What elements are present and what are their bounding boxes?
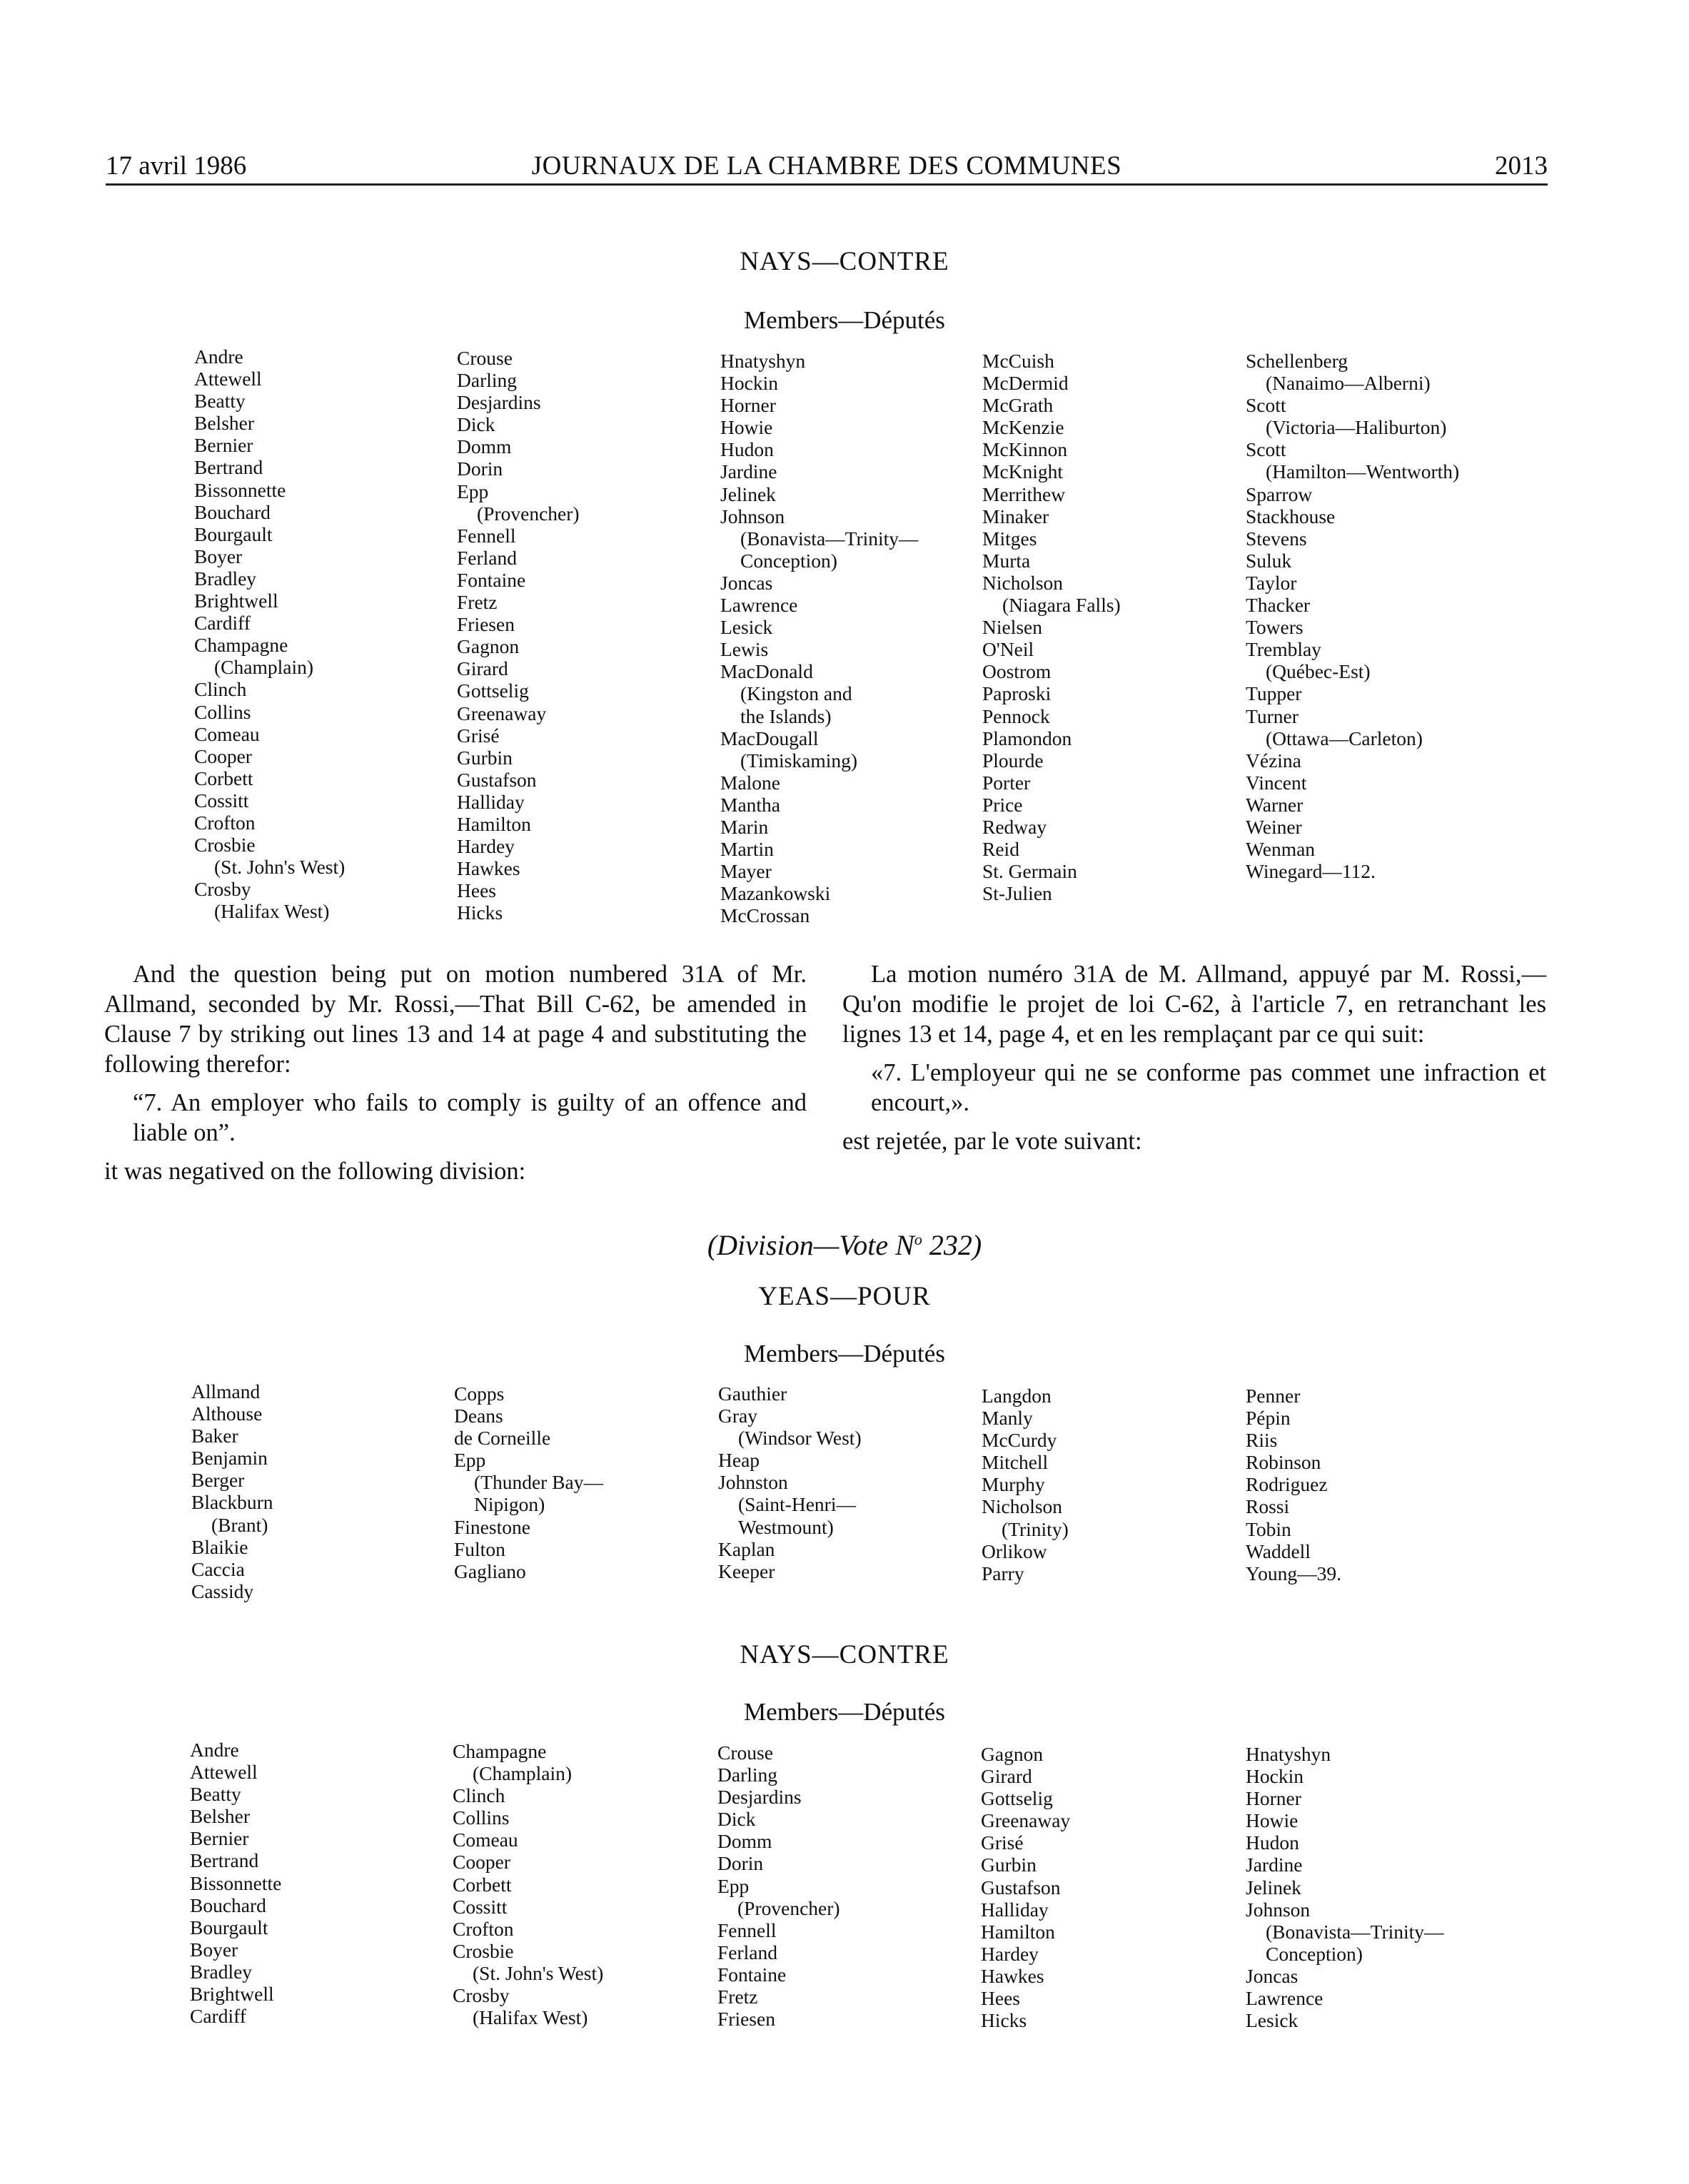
member-name: Wenman <box>1246 838 1316 861</box>
nays2-column-3 <box>717 1741 840 2030</box>
member-name: Clinch <box>194 678 247 701</box>
member-name: Blackburn <box>191 1491 273 1514</box>
member-name: Girard <box>457 657 508 680</box>
member-name: Champagne <box>194 634 288 657</box>
member-name: Jelinek <box>720 482 776 505</box>
member-name: Hardey <box>981 1942 1039 1965</box>
member-name: Vézina <box>1246 749 1301 772</box>
member-name: Thacker <box>1246 594 1311 617</box>
member-name: McCrossan <box>720 904 810 927</box>
member-name: Keeper <box>718 1559 775 1582</box>
member-name: Hamilton <box>457 812 531 835</box>
member-name: Dick <box>717 1808 756 1831</box>
member-name: Hardey <box>457 835 515 858</box>
member-name: Bernier <box>194 434 253 457</box>
yeas-column-1 <box>191 1380 273 1602</box>
member-name: Collins <box>194 700 251 723</box>
member-name: Waddell <box>1246 1540 1311 1562</box>
running-head <box>106 147 1548 186</box>
member-name: Corbett <box>194 767 253 789</box>
header-title: JOURNAUX DE LA CHAMBRE DES COMMUNES <box>531 151 1122 181</box>
member-name: (St. John's West) <box>214 856 346 879</box>
member-name: Attewell <box>194 368 262 390</box>
yeas-column-3 <box>718 1382 862 1582</box>
member-name: Plamondon <box>982 727 1072 749</box>
member-name: Hnatyshyn <box>720 350 806 372</box>
member-name: Beatty <box>194 390 246 413</box>
member-name: Bertrand <box>194 456 263 479</box>
member-name: Althouse <box>191 1402 263 1425</box>
member-name: Andre <box>194 345 243 368</box>
yeas-heading: YEAS—POUR <box>758 1282 931 1311</box>
member-name: Benjamin <box>191 1447 268 1470</box>
division-sup: o <box>914 1230 922 1248</box>
member-name: St. Germain <box>982 860 1077 883</box>
member-name: Bourgault <box>194 522 273 545</box>
member-name: Clinch <box>453 1784 505 1807</box>
member-name: Tupper <box>1246 682 1302 705</box>
member-name: Bradley <box>190 1960 253 1983</box>
member-name: Bouchard <box>190 1894 266 1916</box>
member-name: Gustafson <box>457 768 537 791</box>
member-name: (Champlain) <box>473 1762 572 1785</box>
member-name: Fretz <box>717 1986 758 2008</box>
member-name: Belsher <box>190 1805 251 1828</box>
motion-result-fr: est rejetée, par le vote suivant: <box>842 1128 1142 1155</box>
member-name: de Corneille <box>454 1427 551 1450</box>
member-name: Crofton <box>194 811 256 834</box>
member-name: McCuish <box>982 350 1054 372</box>
member-name: Dorin <box>457 457 503 480</box>
member-name: Conception) <box>740 549 837 572</box>
member-name: Robinson <box>1246 1451 1321 1474</box>
member-name: Mitges <box>982 527 1037 550</box>
member-name: Penner <box>1246 1385 1301 1407</box>
member-name: Langdon <box>982 1385 1052 1407</box>
member-name: Murta <box>982 549 1031 572</box>
member-name: Deans <box>454 1405 503 1427</box>
motion-paragraph-fr: La motion numéro 31A de M. Allmand, appuyé par M. Rossi,—Qu'on modifie le projet de loi C-62, à l'article 7, en retranchant les lignes 13 et 14, page 4, et en les remplaçant par ce qui suit: <box>842 961 1546 1048</box>
member-name: Grisé <box>457 724 500 747</box>
member-name: Brightwell <box>194 590 278 612</box>
member-name: Domm <box>717 1830 772 1853</box>
member-name: Malone <box>720 771 781 794</box>
member-name: (Bonavista—Trinity— <box>1266 1920 1444 1943</box>
member-name: Domm <box>457 435 512 458</box>
member-name: Joncas <box>720 571 773 594</box>
yeas-column-4 <box>982 1385 1069 1584</box>
member-name: Joncas <box>1246 1964 1299 1987</box>
member-name: Stevens <box>1246 527 1307 550</box>
member-name: Heap <box>718 1449 760 1472</box>
nays1-column-5 <box>1246 350 1459 882</box>
motion-quote-fr: «7. L'employeur qui ne se conforme pas commet une infraction et encourt,». <box>871 1059 1546 1116</box>
member-name: Cooper <box>194 744 252 767</box>
member-name: Cardiff <box>194 612 251 635</box>
member-name: Johnson <box>720 505 785 527</box>
yeas-column-2 <box>454 1382 603 1582</box>
member-name: (St. John's West) <box>473 1961 604 1984</box>
member-name: Fennell <box>717 1918 777 1941</box>
nays2-column-4 <box>981 1743 1070 2031</box>
member-name: Vincent <box>1246 771 1307 794</box>
member-name: Lawrence <box>1246 1987 1324 2010</box>
member-name: Oostrom <box>982 660 1052 683</box>
member-name: Riis <box>1246 1429 1278 1452</box>
member-name: Hees <box>457 879 496 902</box>
member-name: Epp <box>457 480 489 502</box>
member-name: Dorin <box>717 1852 764 1875</box>
member-name: Gurbin <box>457 746 513 769</box>
member-name: Mayer <box>720 860 772 883</box>
member-name: (Halifax West) <box>214 900 330 923</box>
member-name: Fontaine <box>717 1963 787 1986</box>
member-name: Conception) <box>1266 1942 1363 1965</box>
member-name: Gauthier <box>718 1382 787 1405</box>
nays1-column-4 <box>982 350 1121 904</box>
member-name: Bouchard <box>194 500 271 523</box>
member-name: (Saint-Henri— <box>738 1493 856 1516</box>
member-name: (Bonavista—Trinity— <box>740 527 919 550</box>
member-name: Hudon <box>720 438 774 461</box>
member-name: Kaplan <box>718 1537 775 1560</box>
motion-text-fr <box>842 959 1546 1156</box>
member-name: Cassidy <box>191 1579 254 1602</box>
nays-heading-2: NAYS—CONTRE <box>740 1640 949 1669</box>
member-name: Finestone <box>454 1515 530 1538</box>
nays2-column-2 <box>453 1740 603 2028</box>
member-name: Darling <box>457 369 518 392</box>
motion-text-en <box>104 959 807 1186</box>
member-name: O'Neil <box>982 638 1034 661</box>
member-name: Mantha <box>720 793 781 816</box>
header-rule <box>106 183 1548 186</box>
member-name: Johnson <box>1246 1898 1311 1921</box>
member-name: Marin <box>720 815 769 838</box>
member-name: Sparrow <box>1246 482 1313 505</box>
member-name: Gagliano <box>454 1559 526 1582</box>
member-name: Greenaway <box>457 702 547 724</box>
member-name: Greenaway <box>981 1809 1071 1832</box>
member-name: Westmount) <box>738 1515 834 1538</box>
member-name: Turner <box>1246 704 1299 727</box>
member-name: Fontaine <box>457 568 526 591</box>
member-name: Bissonnette <box>194 478 286 501</box>
yeas-subheading: Members—Députés <box>744 1340 945 1367</box>
member-name: Pennock <box>982 704 1050 727</box>
member-name: (Hamilton—Wentworth) <box>1266 460 1460 483</box>
member-name: Berger <box>191 1469 245 1492</box>
member-name: Porter <box>982 771 1031 794</box>
member-name: Hnatyshyn <box>1246 1743 1331 1765</box>
member-name: Murphy <box>982 1473 1045 1496</box>
member-name: Allmand <box>191 1380 261 1402</box>
member-name: Hudon <box>1246 1831 1299 1854</box>
member-name: McKnight <box>982 460 1064 483</box>
member-name: Suluk <box>1246 549 1292 572</box>
member-name: (Windsor West) <box>738 1427 862 1450</box>
member-name: Jardine <box>720 460 777 483</box>
member-name: Pépin <box>1246 1407 1291 1430</box>
member-name: Hockin <box>720 372 778 395</box>
page-number: 2013 <box>1495 151 1548 181</box>
member-name: (Provencher) <box>737 1896 840 1919</box>
member-name: Baker <box>191 1425 238 1447</box>
member-name: Desjardins <box>717 1786 802 1809</box>
member-name: Nipigon) <box>474 1493 545 1516</box>
member-name: Warner <box>1246 793 1304 816</box>
member-name: Weiner <box>1246 815 1302 838</box>
member-name: McKinnon <box>982 438 1068 461</box>
member-name: Scott <box>1246 438 1286 461</box>
member-name: Lawrence <box>720 594 798 617</box>
member-name: Scott <box>1246 394 1286 417</box>
member-name: Bissonnette <box>190 1871 282 1894</box>
member-name: Crouse <box>717 1741 773 1764</box>
member-name: Rodriguez <box>1246 1473 1328 1496</box>
member-name: Cooper <box>453 1851 510 1874</box>
member-name: Boyer <box>190 1938 238 1961</box>
member-name: Crosby <box>194 878 251 901</box>
member-name: (Thunder Bay— <box>474 1471 603 1494</box>
division-number: 232) <box>922 1229 982 1261</box>
motion-result-en: it was negatived on the following division: <box>104 1158 526 1185</box>
member-name: Hees <box>981 1987 1020 2010</box>
member-name: Merrithew <box>982 482 1066 505</box>
nays-heading-1: NAYS—CONTRE <box>740 247 949 276</box>
member-name: Tobin <box>1246 1517 1291 1540</box>
nays1-column-2 <box>457 347 580 924</box>
member-name: Winegard—112. <box>1246 860 1376 883</box>
member-name: Stackhouse <box>1246 505 1336 527</box>
member-name: Lesick <box>1246 2009 1299 2032</box>
header-date: 17 avril 1986 <box>106 151 247 181</box>
member-name: Redway <box>982 815 1047 838</box>
member-name: Epp <box>717 1874 750 1897</box>
member-name: Gustafson <box>981 1876 1061 1899</box>
motion-quote-en: “7. An employer who fails to comply is guilty of an offence and liable on”. <box>133 1089 807 1146</box>
member-name: Hawkes <box>457 857 520 880</box>
member-name: Brightwell <box>190 1983 274 2006</box>
member-name: Corbett <box>453 1873 512 1896</box>
member-name: MacDougall <box>720 727 819 749</box>
member-name: Comeau <box>194 722 260 745</box>
member-name: Hicks <box>981 2009 1027 2032</box>
member-name: Horner <box>720 394 776 417</box>
member-name: Halliday <box>457 790 525 813</box>
member-name: Crouse <box>457 347 513 369</box>
division-title <box>0 1222 1689 1263</box>
member-name: Martin <box>720 838 774 861</box>
member-name: Nicholson <box>982 571 1064 594</box>
member-name: McKenzie <box>982 416 1064 439</box>
member-name: Gottselig <box>457 679 529 702</box>
member-name: Andre <box>190 1739 239 1761</box>
member-name: Hicks <box>457 901 503 924</box>
member-name: Caccia <box>191 1557 245 1580</box>
member-name: (Kingston and <box>740 682 852 705</box>
member-name: Fennell <box>457 524 516 547</box>
member-name: Crosbie <box>453 1939 514 1962</box>
member-name: Nicholson <box>982 1495 1063 1518</box>
member-name: Nielsen <box>982 616 1043 639</box>
member-name: Mitchell <box>982 1451 1049 1474</box>
member-name: Bertrand <box>190 1849 259 1872</box>
member-name: Gray <box>718 1405 757 1427</box>
member-name: Cossitt <box>194 789 249 812</box>
member-name: Crofton <box>453 1917 514 1940</box>
member-name: Beatty <box>190 1783 241 1806</box>
member-name: Darling <box>717 1764 778 1786</box>
member-name: Howie <box>720 416 773 439</box>
member-name: Paproski <box>982 682 1052 705</box>
yeas-column-5 <box>1246 1385 1341 1584</box>
member-name: Halliday <box>981 1898 1049 1921</box>
member-name: Minaker <box>982 505 1049 527</box>
member-name: Bradley <box>194 567 257 590</box>
member-name: (Halifax West) <box>473 2006 588 2029</box>
member-name: Copps <box>454 1382 505 1405</box>
member-name: (Nanaimo—Alberni) <box>1266 372 1431 395</box>
member-name: (Victoria—Haliburton) <box>1266 416 1447 439</box>
member-name: Tremblay <box>1246 638 1321 661</box>
member-name: Dick <box>457 413 495 436</box>
member-name: (Niagara Falls) <box>1002 594 1121 617</box>
member-name: Cossitt <box>453 1895 508 1918</box>
nays2-column-5 <box>1246 1743 1444 2031</box>
member-name: Jelinek <box>1246 1876 1301 1899</box>
member-name: Towers <box>1246 616 1304 639</box>
member-name: Collins <box>453 1806 510 1829</box>
member-name: Hockin <box>1246 1765 1304 1788</box>
member-name: Girard <box>981 1765 1032 1788</box>
member-name: Mazankowski <box>720 882 831 905</box>
member-name: Price <box>982 793 1023 816</box>
member-name: (Brant) <box>211 1513 268 1536</box>
member-name: Rossi <box>1246 1495 1290 1518</box>
member-name: Crosbie <box>194 834 256 856</box>
member-name: Friesen <box>457 613 515 636</box>
member-name: Belsher <box>194 412 255 435</box>
member-name: Reid <box>982 838 1019 861</box>
member-name: Taylor <box>1246 571 1297 594</box>
member-name: (Québec-Est) <box>1266 660 1371 683</box>
member-name: (Trinity) <box>1002 1517 1069 1540</box>
member-name: McDermid <box>982 372 1069 395</box>
member-name: Manly <box>982 1407 1033 1430</box>
member-name: (Ottawa—Carleton) <box>1266 727 1423 749</box>
member-name: Comeau <box>453 1829 518 1851</box>
member-name: Gagnon <box>981 1743 1044 1765</box>
member-name: Bourgault <box>190 1916 268 1938</box>
motion-paragraph-en: And the question being put on motion numbered 31A of Mr. Allmand, seconded by Mr. Rossi,—That Bill C-62, be amended in Clause 7 by striking out lines 13 and 14 at page 4 and substituting the following therefor: <box>104 961 807 1078</box>
member-name: St-Julien <box>982 882 1052 905</box>
nays-subheading-2: Members—Députés <box>744 1698 945 1726</box>
member-name: McGrath <box>982 394 1054 417</box>
member-name: Horner <box>1246 1787 1301 1810</box>
member-name: Gottselig <box>981 1787 1053 1810</box>
member-name: MacDonald <box>720 660 813 683</box>
member-name: Gurbin <box>981 1854 1037 1876</box>
member-name: Bernier <box>190 1827 249 1850</box>
member-name: Johnston <box>718 1471 788 1494</box>
member-name: Plourde <box>982 749 1044 772</box>
member-name: Grisé <box>981 1831 1024 1854</box>
member-name: Jardine <box>1246 1854 1303 1876</box>
member-name: Champagne <box>453 1740 547 1762</box>
division-label: (Division—Vote N <box>707 1229 914 1261</box>
member-name: Boyer <box>194 545 243 567</box>
member-name: Hamilton <box>981 1920 1055 1943</box>
member-name: Howie <box>1246 1809 1299 1832</box>
member-name: Fulton <box>454 1537 505 1560</box>
nays1-column-3 <box>720 350 919 926</box>
member-name: Lesick <box>720 616 773 639</box>
member-name: Friesen <box>717 2008 775 2031</box>
member-name: Ferland <box>457 546 518 569</box>
member-name: Hawkes <box>981 1964 1044 1987</box>
member-name: Young—39. <box>1246 1562 1341 1584</box>
member-name: McCurdy <box>982 1429 1057 1452</box>
member-name: Desjardins <box>457 391 541 414</box>
member-name: (Provencher) <box>477 502 580 525</box>
member-name: Epp <box>454 1449 486 1472</box>
member-name: Fretz <box>457 591 498 614</box>
member-name: Attewell <box>190 1761 258 1784</box>
member-name: Parry <box>982 1562 1024 1584</box>
member-name: Ferland <box>717 1941 778 1963</box>
member-name: (Champlain) <box>214 656 313 679</box>
member-name: Schellenberg <box>1246 350 1348 372</box>
member-name: Lewis <box>720 638 769 661</box>
member-name: Crosby <box>453 1984 510 2007</box>
nays-subheading-1: Members—Députés <box>744 306 945 334</box>
member-name: (Timiskaming) <box>740 749 858 772</box>
member-name: Cardiff <box>190 2005 246 2028</box>
member-name: Orlikow <box>982 1540 1047 1562</box>
member-name: the Islands) <box>740 704 832 727</box>
nays2-column-1 <box>190 1739 281 2027</box>
nays1-column-1 <box>194 345 345 922</box>
member-name: Gagnon <box>457 635 520 658</box>
member-name: Blaikie <box>191 1535 248 1558</box>
